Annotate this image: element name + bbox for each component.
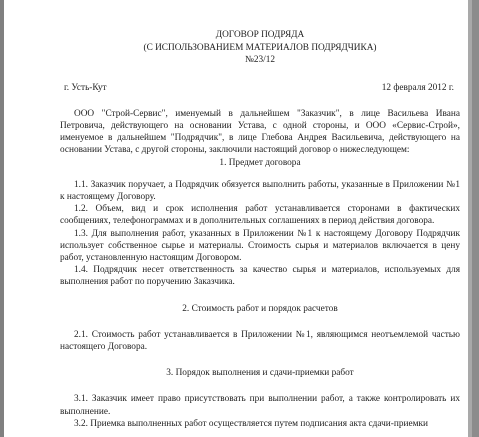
preamble-paragraph: ООО "Строй-Сервис", именуемый в дальнейшем "Заказчик", в лице Васильева Ивана Петровича, действующего на основании Устава, с одной стороны, и ООО «Сервис-Строй», именуемое в дальнейшем "Подрядчик", в лице Глебова Андрея Васильевича, действующего на основании Устава, с другой стороны, заключили настоящий договор о нижеследующем: (60, 108, 460, 156)
paragraph-3-1: 3.1. Заказчик имеет право присутствовать при выполнении работ, а также контролировать их выполнение. (60, 394, 460, 417)
section-2-heading: 2. Стоимость работ и порядок расчетов (182, 303, 338, 314)
paragraph-1-1: 1.1. Заказчик поручает, а Подрядчик обязуется выполнить работы, указанные в Приложении №1 к настоящему Договору. (60, 179, 460, 202)
document-title-block (60, 29, 460, 67)
place-date-row (60, 82, 460, 94)
section-1-heading: 1. Предмет договора (219, 157, 301, 168)
document-body (60, 29, 460, 430)
section-3-heading: 3. Порядок выполнения и сдачи-приемки работ (166, 368, 354, 379)
document-subtitle: (С ИСПОЛЬЗОВАНИЕМ МАТЕРИАЛОВ ПОДРЯДЧИКА) (143, 42, 377, 53)
paragraph-2-1: 2.1. Стоимость работ устанавливается в Приложении №1, являющимся неотъемлемой частью настоящего Договора. (60, 329, 460, 352)
paragraph-1-4: 1.4. Подрядчик несет ответственность за качество сырья и материалов, используемых для выполнения работ по поручению Заказчика. (60, 265, 460, 288)
document-date: 12 февраля 2012 г. (381, 82, 454, 93)
document-page (4, 0, 468, 437)
viewer-background-edge (472, 0, 479, 437)
paragraph-1-2: 1.2. Объем, вид и срок исполнения работ устанавливается сторонами в фактических сообщениях, телефонограммах и в дополнительных соглашениях в период действия договора. (60, 204, 460, 227)
paragraph-3-2: 3.2. Приемка выполненных работ осуществляется путем подписания акта сдачи-приемки (74, 418, 428, 429)
document-city: г. Усть-Кут (64, 82, 107, 93)
document-number: №23/12 (244, 55, 276, 65)
document-title: ДОГОВОР ПОДРЯДА (215, 30, 305, 40)
paragraph-1-3: 1.3. Для выполнения работ, указанных в Приложении №1 к настоящему Договору Подрядчик использует собственное сырье и материалы. Стоимость сырья и материалов включается в цену работ, установленную настоящим Договором. (60, 228, 460, 263)
